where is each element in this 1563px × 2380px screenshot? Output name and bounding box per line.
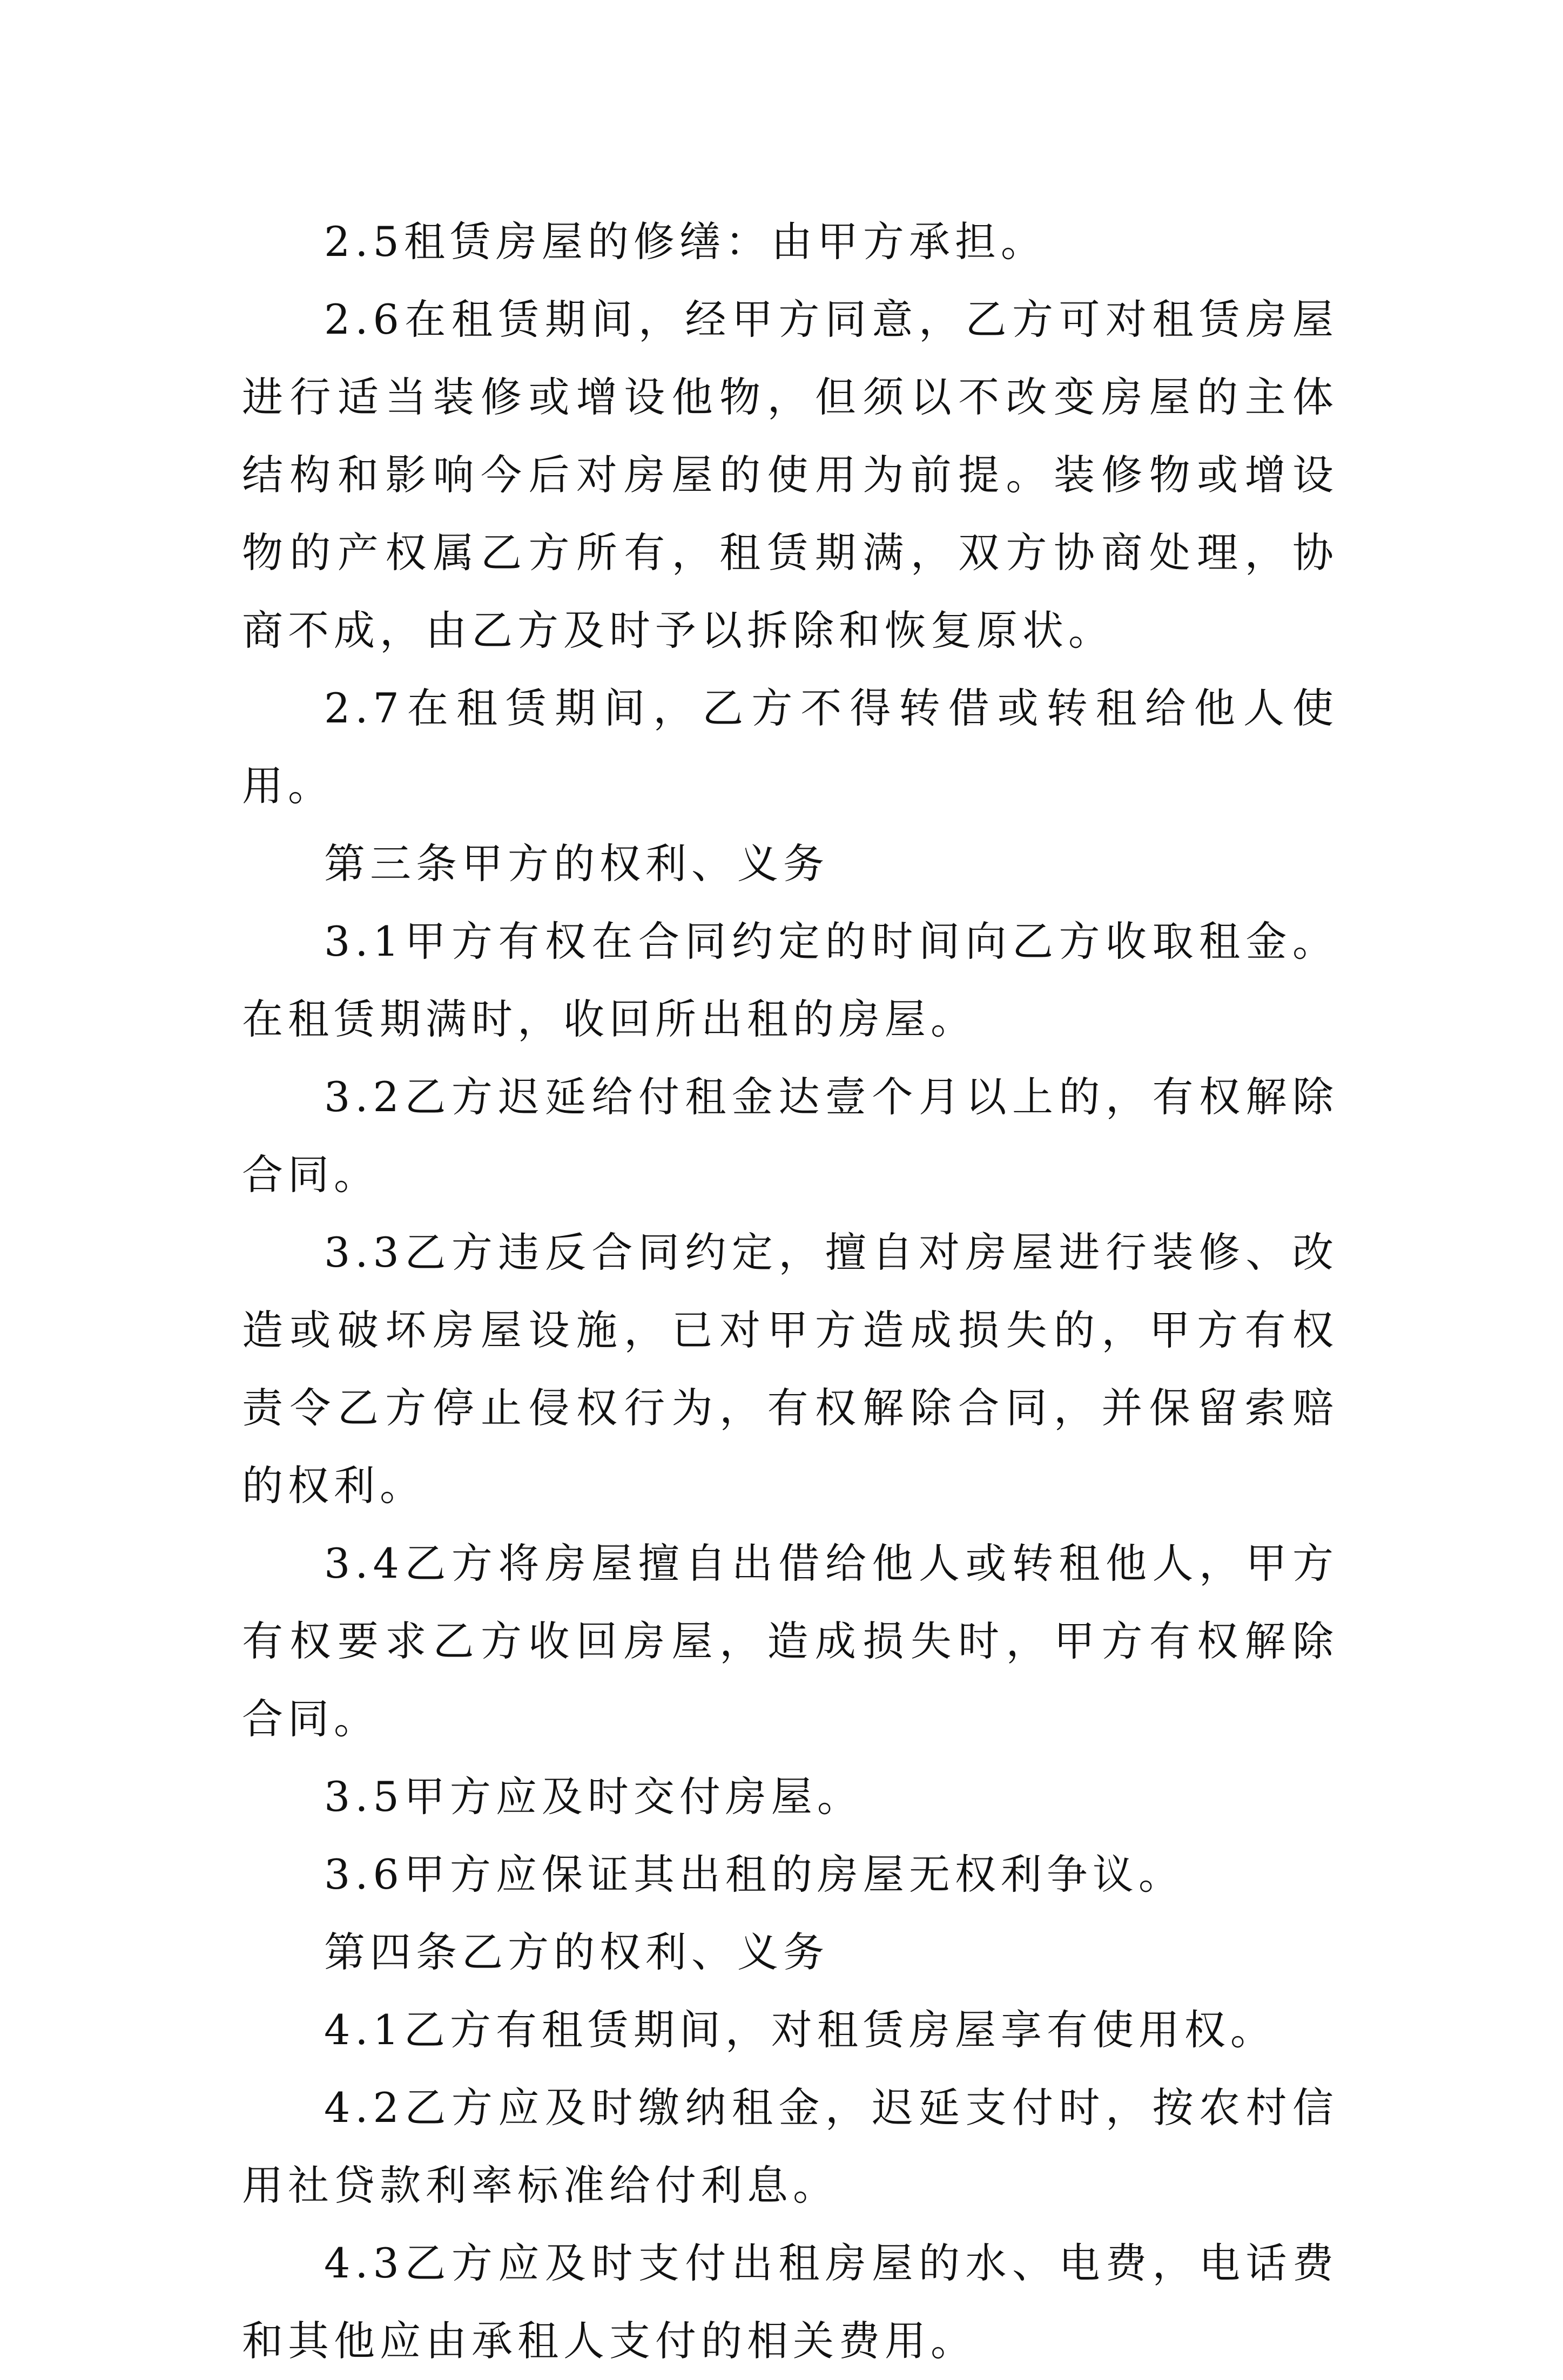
- clause-3-4: 3.4乙方将房屋擅自出借给他人或转租他人，甲方有权要求乙方收回房屋，造成损失时，甲方有权解除合同。: [242, 1539, 1338, 1743]
- article-3-heading: 第三条甲方的权利、义务: [324, 840, 829, 888]
- document-body: [242, 203, 1338, 2380]
- clause-3-5: 3.5甲方应及时交付房屋。: [324, 1773, 863, 1821]
- clause-2-6: 2.6在租赁期间，经甲方同意，乙方可对租赁房屋进行适当装修或增设他物，但须以不改变房屋的主体结构和影响今后对房屋的使用为前提。装修物或增设物的产权属乙方所有，租赁期满，双方协商处理，协商不成，由乙方及时予以拆除和恢复原状。: [242, 295, 1338, 654]
- clause-2-5: 2.5租赁房屋的修缮：由甲方承担。: [324, 218, 1047, 266]
- clause-4-3: 4.3乙方应及时支付出租房屋的水、电费，电话费和其他应由承租人支付的相关费用。: [242, 2239, 1338, 2365]
- article-4-heading: 第四条乙方的权利、义务: [324, 1928, 829, 1976]
- clause-3-2: 3.2乙方迟延给付租金达壹个月以上的，有权解除合同。: [242, 1073, 1338, 1199]
- clause-3-1: 3.1甲方有权在合同约定的时间向乙方收取租金。在租赁期满时，收回所出租的房屋。: [242, 917, 1338, 1043]
- clause-3-3: 3.3乙方违反合同约定，擅自对房屋进行装修、改造或破坏房屋设施，已对甲方造成损失的，甲方有权责令乙方停止侵权行为，有权解除合同，并保留索赔的权利。: [242, 1228, 1338, 1510]
- clause-3-6: 3.6甲方应保证其出租的房屋无权利争议。: [324, 1850, 1184, 1898]
- clause-2-7: 2.7在租赁期间，乙方不得转借或转租给他人使用。: [242, 684, 1338, 810]
- clause-4-2: 4.2乙方应及时缴纳租金，迟延支付时，按农村信用社贷款利率标准给付利息。: [242, 2084, 1338, 2209]
- clause-4-1: 4.1乙方有租赁期间，对租赁房屋享有使用权。: [324, 2006, 1276, 2054]
